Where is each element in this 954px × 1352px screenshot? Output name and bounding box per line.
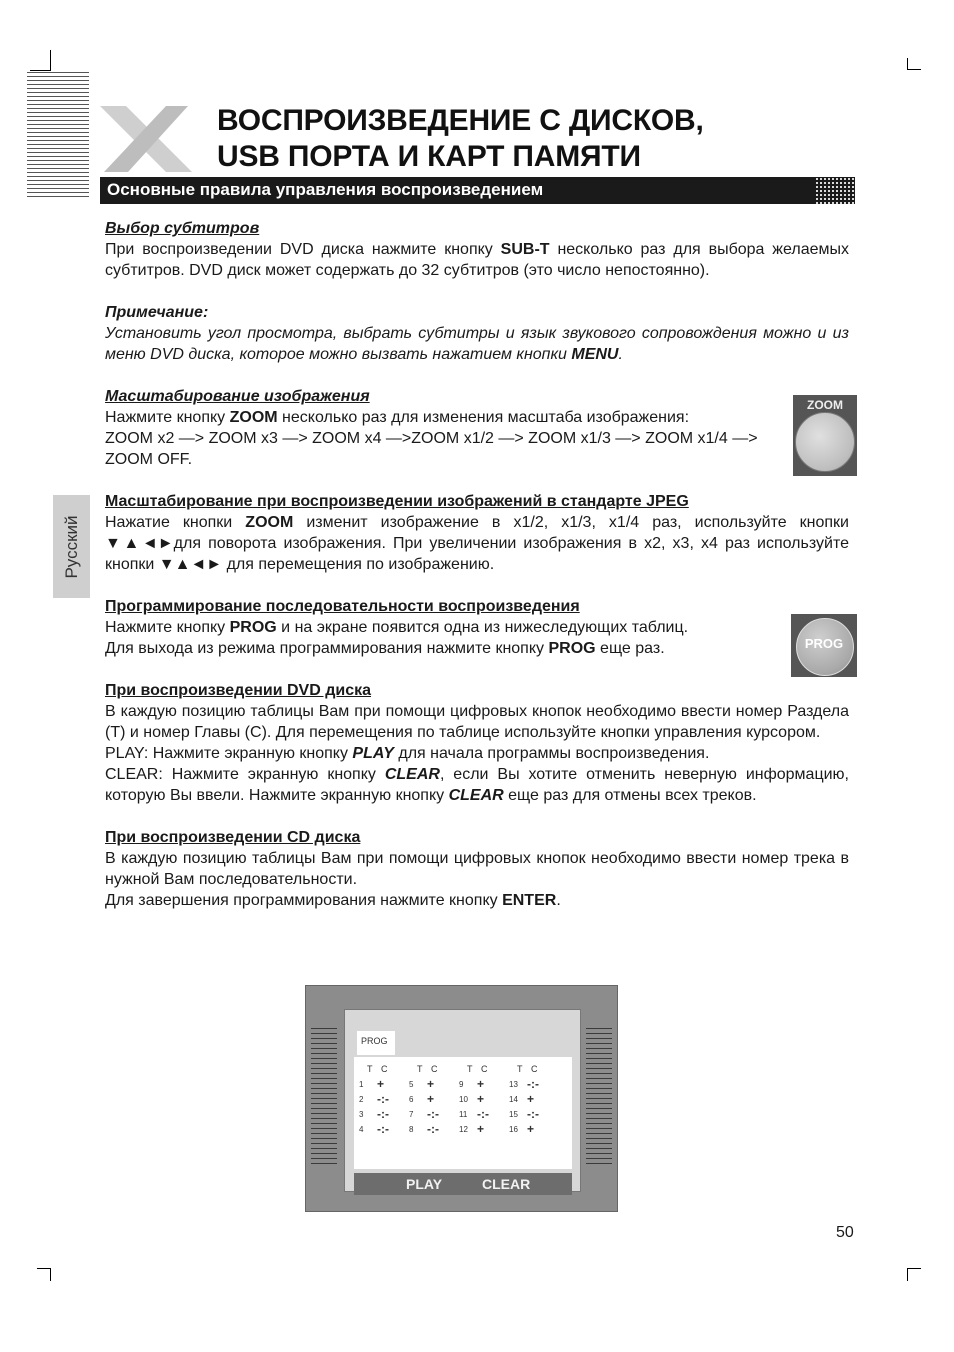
track-header: T xyxy=(517,1064,523,1074)
track-header: T xyxy=(467,1064,473,1074)
slot-number: 9 xyxy=(459,1080,464,1089)
program-column xyxy=(459,1062,499,1137)
dvd-play-text xyxy=(105,743,849,764)
slot-value: + xyxy=(527,1122,535,1136)
text: несколько раз для изменения масштаба изображения: xyxy=(277,409,690,426)
jpeg-heading: Масштабирование при воспроизведении изображений в стандарте JPEG xyxy=(105,493,689,510)
text: . xyxy=(618,346,623,363)
program-slot xyxy=(409,1122,449,1137)
dvd-heading: При воспроизведении DVD диска xyxy=(105,682,372,699)
chapter-header: C xyxy=(531,1064,538,1074)
slot-number: 1 xyxy=(359,1080,364,1089)
language-tab xyxy=(53,495,90,598)
chapter-header: C xyxy=(481,1064,488,1074)
dvd-text: В каждую позицию таблицы Вам при помощи цифровых кнопок необходимо ввести номер Раздела (Т) и номер Главы (С). Для перемещения по таблице используйте кнопки управления курсором. xyxy=(105,703,849,741)
slot-number: 12 xyxy=(459,1125,468,1134)
zoom-button-image xyxy=(793,395,857,476)
text: Нажмите кнопку xyxy=(105,409,230,426)
slot-number: 4 xyxy=(359,1125,364,1134)
key-name: CLEAR xyxy=(384,766,440,783)
zoom-text xyxy=(105,407,785,428)
slot-number: 5 xyxy=(409,1080,414,1089)
slot-value: + xyxy=(477,1077,485,1091)
cd-text: В каждую позицию таблицы Вам при помощи цифровых кнопок необходимо ввести номер трека в нужной Вам последовательности. xyxy=(105,850,849,888)
title-line-1: ВОСПРОИЗВЕДЕНИЕ С ДИСКОВ, xyxy=(217,104,704,137)
text: и на экране появится одна из нижеследующих таблиц. xyxy=(276,619,689,636)
decorative-stripes xyxy=(27,72,89,200)
chapter-header: C xyxy=(431,1064,438,1074)
slot-number: 16 xyxy=(509,1125,518,1134)
text: При воспроизведении DVD диска нажмите кнопку xyxy=(105,241,501,258)
slot-value: -:- xyxy=(527,1077,539,1091)
program-slot xyxy=(509,1077,549,1092)
language-label: Русский xyxy=(61,514,81,579)
text: , если Вы хотите отменить неверную информацию, которую Вы ввели. Нажмите экранную кнопку xyxy=(105,766,849,804)
slot-number: 13 xyxy=(509,1080,518,1089)
main-content xyxy=(105,218,849,911)
page-title xyxy=(217,103,704,175)
slot-number: 6 xyxy=(409,1095,414,1104)
key-name: ZOOM xyxy=(229,409,278,426)
slot-value: + xyxy=(427,1077,435,1091)
program-column xyxy=(509,1062,549,1137)
slot-number: 8 xyxy=(409,1125,414,1134)
key-name: SUB-T xyxy=(500,241,550,258)
text: несколько раз для выбора желаемых субтитров. DVD диск может содержать до 32 субтитров (это число непостоянно). xyxy=(105,241,850,279)
key-name: ENTER xyxy=(502,892,557,909)
subtitles-heading: Выбор субтитров xyxy=(105,220,260,237)
prog-button-label: PROG xyxy=(804,636,844,651)
key-name: CLEAR xyxy=(448,787,504,804)
slot-value: -:- xyxy=(477,1107,489,1121)
program-slot xyxy=(409,1077,449,1092)
slot-number: 7 xyxy=(409,1110,414,1119)
dot-pattern xyxy=(815,177,855,204)
slot-value: + xyxy=(377,1077,385,1091)
dvd-clear-text xyxy=(105,764,849,806)
text: Для выхода из режима программирования нажмите кнопку xyxy=(105,640,549,657)
crop-mark xyxy=(50,50,51,70)
round-button-icon xyxy=(795,412,855,472)
crop-mark xyxy=(907,1268,921,1269)
program-text-1 xyxy=(105,617,849,638)
program-text-2 xyxy=(105,638,849,659)
slot-number: 2 xyxy=(359,1095,364,1104)
column-header xyxy=(409,1062,449,1077)
key-name: PROG xyxy=(548,640,596,657)
chapter-header: C xyxy=(381,1064,388,1074)
slot-number: 11 xyxy=(459,1110,468,1119)
slot-value: -:- xyxy=(527,1107,539,1121)
program-column xyxy=(409,1062,449,1137)
program-column xyxy=(359,1062,399,1137)
section-header xyxy=(100,177,855,204)
program-slot xyxy=(359,1107,399,1122)
program-slot xyxy=(409,1092,449,1107)
text: еще раз для отмены всех треков. xyxy=(503,787,757,804)
slot-value: -:- xyxy=(427,1107,439,1121)
track-header: T xyxy=(417,1064,423,1074)
page-number: 50 xyxy=(836,1224,854,1241)
program-slot xyxy=(509,1122,549,1137)
column-header xyxy=(459,1062,499,1077)
program-slot xyxy=(459,1092,499,1107)
column-header xyxy=(509,1062,549,1077)
program-slot xyxy=(359,1077,399,1092)
key-name: PLAY xyxy=(352,745,394,762)
program-heading: Программирование последовательности воспроизведения xyxy=(105,598,580,615)
key-name: ZOOM xyxy=(245,514,294,531)
section-title: Основные правила управления воспроизведением xyxy=(107,180,544,199)
program-slot xyxy=(509,1107,549,1122)
prog-tab: PROG xyxy=(357,1031,395,1055)
track-header: T xyxy=(367,1064,373,1074)
screen-button-bar xyxy=(354,1173,572,1195)
program-slot xyxy=(359,1092,399,1107)
program-slot xyxy=(459,1122,499,1137)
program-slot xyxy=(459,1107,499,1122)
text: Установить угол просмотра, выбрать субтитры и язык звукового сопровождения можно и из меню DVD диска, которое можно вызвать нажатием кнопки xyxy=(105,325,849,363)
note-text xyxy=(105,323,849,365)
slot-number: 10 xyxy=(459,1095,468,1104)
zoom-sequence: ZOOM x2 —> ZOOM x3 —> ZOOM x4 —>ZOOM x1/2 —> ZOOM x1/3 —> ZOOM x1/4 —> ZOOM OFF. xyxy=(105,430,758,468)
key-name: PROG xyxy=(229,619,277,636)
slot-value: + xyxy=(477,1092,485,1106)
slot-number: 14 xyxy=(509,1095,518,1104)
text: . xyxy=(556,892,561,909)
program-slot xyxy=(359,1122,399,1137)
text: Нажатие кнопки xyxy=(105,514,246,531)
crop-mark xyxy=(50,1268,51,1281)
program-slot xyxy=(509,1092,549,1107)
subtitles-text xyxy=(105,239,849,281)
play-button: PLAY xyxy=(406,1176,443,1192)
zoom-button-label: ZOOM xyxy=(807,398,843,412)
text: CLEAR: Нажмите экранную кнопку xyxy=(105,766,385,783)
program-slot xyxy=(459,1077,499,1092)
zoom-heading: Масштабирование изображения xyxy=(105,388,370,405)
title-line-2: USB ПОРТА И КАРТ ПАМЯТИ xyxy=(217,140,641,173)
crop-mark xyxy=(30,70,51,71)
speaker-grille xyxy=(311,1028,337,1168)
cd-heading: При воспроизведении CD диска xyxy=(105,829,361,846)
text: для начала программы воспроизведения. xyxy=(393,745,710,762)
prog-button-image xyxy=(791,614,857,677)
x-logo-icon xyxy=(96,102,196,176)
text: изменит изображение в x1/2, x1/3, x1/4 раз, используйте кнопки ▼▲◄►для поворота изображения. При увеличении изображения в x2, x3, x4 раз используйте кнопки ▼▲◄► для перемещения по изображению. xyxy=(105,514,849,573)
clear-button: CLEAR xyxy=(482,1176,531,1192)
text: Для завершения программирования нажмите кнопку xyxy=(105,892,503,909)
slot-value: -:- xyxy=(377,1107,389,1121)
crop-mark xyxy=(37,1268,51,1269)
cd-enter-text xyxy=(105,890,849,911)
text: PLAY: Нажмите экранную кнопку xyxy=(105,745,353,762)
key-name: MENU xyxy=(571,346,619,363)
slot-value: -:- xyxy=(377,1092,389,1106)
text: еще раз. xyxy=(595,640,665,657)
text: Нажмите кнопку xyxy=(105,619,230,636)
prog-screen-illustration xyxy=(305,985,618,1212)
program-slot xyxy=(409,1107,449,1122)
slot-value: + xyxy=(427,1092,435,1106)
crop-mark xyxy=(907,1268,908,1281)
slot-value: -:- xyxy=(427,1122,439,1136)
speaker-grille xyxy=(586,1028,612,1168)
column-header xyxy=(359,1062,399,1077)
slot-value: -:- xyxy=(377,1122,389,1136)
slot-number: 15 xyxy=(509,1110,518,1119)
crop-mark xyxy=(907,69,921,70)
slot-value: + xyxy=(527,1092,535,1106)
slot-number: 3 xyxy=(359,1110,364,1119)
slot-value: + xyxy=(477,1122,485,1136)
screen-display xyxy=(344,1009,581,1192)
jpeg-text xyxy=(105,512,849,575)
note-heading: Примечание: xyxy=(105,304,209,321)
